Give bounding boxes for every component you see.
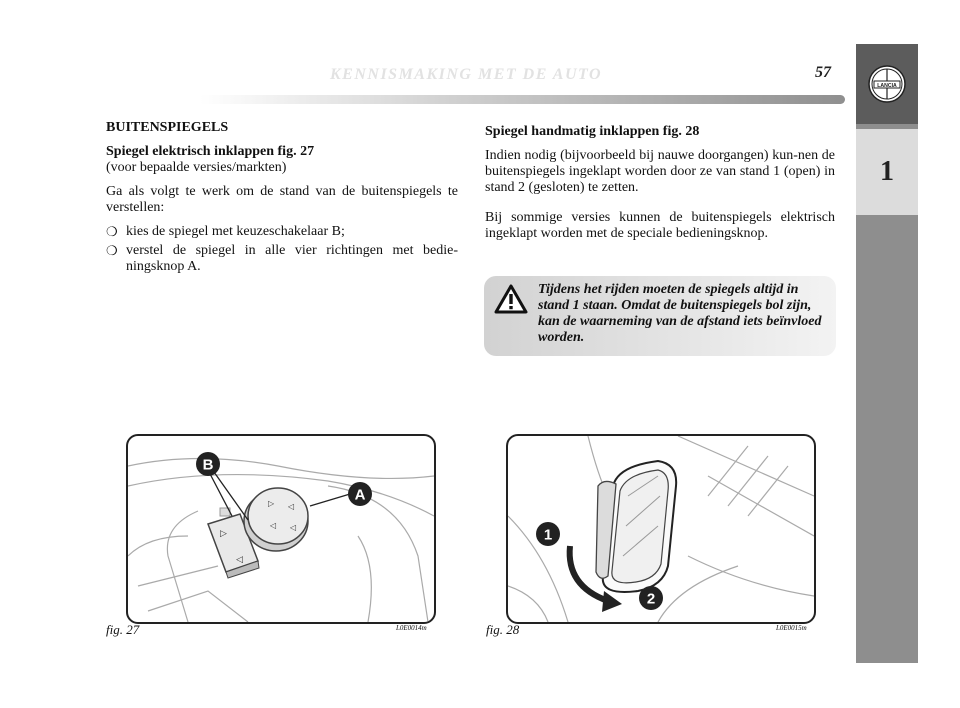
svg-text:▷: ▷ (268, 499, 275, 508)
figure-28-code: L0E0015m (776, 624, 807, 632)
logo-text: LANCIA (877, 82, 897, 89)
lancia-logo-icon (867, 64, 907, 104)
svg-text:◁: ◁ (288, 502, 295, 511)
header-title: KENNISMAKING MET DE AUTO (330, 66, 603, 83)
figure-27-caption: fig. 27 (106, 622, 140, 637)
warning-text-line: Tijdens het rijden moeten de spiegels altijd in stand 1 staan. Omdat de buitenspiegels bol zijn, kan de waarneming van de afstand iets beïnvloed worden. (538, 282, 822, 345)
availability-note: (voor bepaalde versies/markten) (106, 160, 287, 175)
paragraph-electric: Bij sommige versies kunnen de buitenspiegels elektrisch ingeklapt worden met de speciale bedieningsknop. (485, 210, 835, 241)
svg-text:◁: ◁ (270, 521, 277, 530)
logo-box (856, 44, 918, 124)
section-heading: BUITENSPIEGELS (106, 120, 229, 135)
warning-text (496, 282, 828, 346)
warning-box (484, 276, 836, 356)
chapter-side-tab (856, 44, 918, 663)
header-rule (200, 95, 845, 104)
svg-text:▷: ▷ (220, 528, 227, 538)
subheading-fig27: Spiegel elektrisch inklappen fig. 27 (106, 144, 315, 159)
bullet-circle-icon: ❍ (106, 243, 118, 258)
chapter-number: 1 (856, 129, 918, 215)
bullet-text: kies de spiegel met keuzeschakelaar B; (126, 224, 345, 239)
bullet-item (106, 224, 458, 240)
bullet-item (106, 243, 458, 275)
bullet-text: verstel de spiegel in alle vier richtingen met bedie-ningsknop A. (126, 243, 458, 274)
figure-27 (126, 434, 436, 624)
right-column (485, 124, 835, 250)
left-column (106, 120, 458, 278)
intro-paragraph: Ga als volgt te werk om de stand van de buitenspiegels te verstellen: (106, 184, 458, 215)
paragraph-fold: Indien nodig (bijvoorbeeld bij nauwe doorgangen) kun-nen de buitenspiegels ingeklapt worden door ze van stand 1 (open) in stand 2 (gesloten) te zetten. (485, 148, 835, 195)
bullet-circle-icon: ❍ (106, 224, 118, 239)
label-a: A (354, 486, 366, 504)
figure-28-illustration (508, 436, 814, 622)
page-number: 57 (815, 64, 831, 81)
label-2: 2 (646, 590, 656, 608)
svg-text:◁: ◁ (236, 554, 243, 564)
subheading-fig28: Spiegel handmatig inklappen fig. 28 (485, 124, 700, 139)
svg-text:◁: ◁ (290, 523, 297, 532)
figure-28 (506, 434, 816, 624)
label-b: B (202, 456, 214, 474)
label-1: 1 (543, 526, 553, 544)
figure-27-code: L0E0014m (396, 624, 427, 632)
figure-28-caption: fig. 28 (486, 622, 520, 637)
figure-27-illustration (128, 436, 434, 622)
